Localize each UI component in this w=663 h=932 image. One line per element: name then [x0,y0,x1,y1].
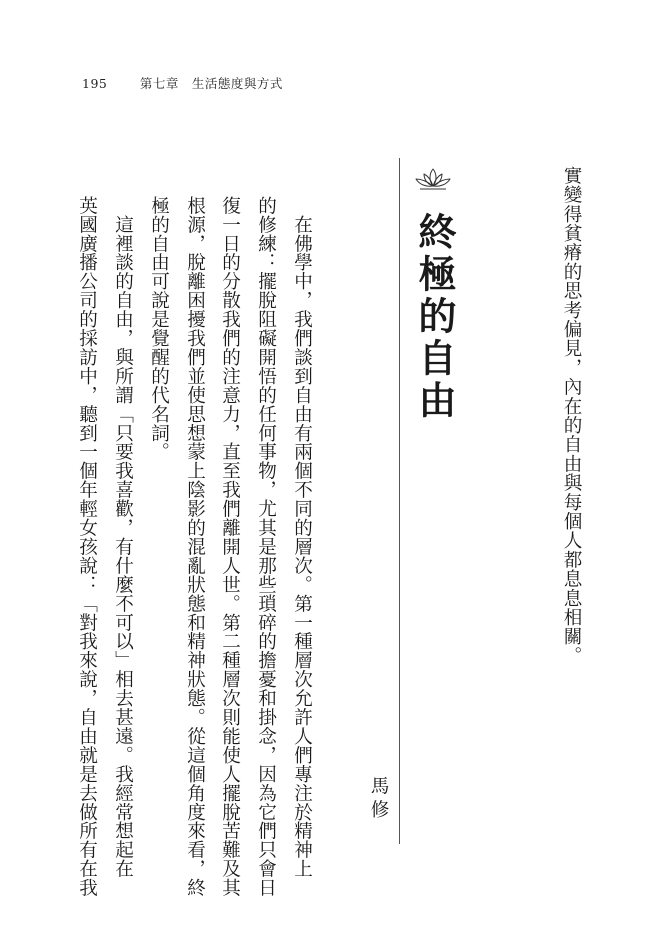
page-number: 195 [82,76,108,91]
body-line-5: 極的自由可說是覺醒的代名詞。 [148,196,170,462]
running-head [82,74,283,92]
lotus-icon [414,165,452,195]
body-line-7: 英國廣播公司的採訪中，聽到一個年輕女孩說：「對我來說，自由就是去做所有在我 [76,196,98,898]
body-line-4: 根源，脫離困擾我們並使思想蒙上陰影的混亂狀態和精神狀態。從這個角度來看，終 [184,196,206,898]
body-line-3: 復一日的分散我們的注意力，直至我們離開人世。第二種層次則能使人擺脫苦難及其 [219,196,241,898]
body-line-6: 這裡談的自由，與所謂「只要我喜歡，有什麼不可以」相去甚遠。我經常想起在 [112,196,134,879]
article-author: 馬修 [368,776,389,824]
chapter-title: 第七章 生活態度與方式 [139,76,283,91]
previous-text-column: 實變得貧瘠的思考偏見，內在的自由與每個人都息息相關。 [561,166,582,666]
section-divider [399,158,400,844]
body-line-2: 的修練：擺脫阻礙開悟的任何事物，尤其是那些瑣碎的擔憂和掛念，因為它們只會日 [255,196,277,898]
article-title: 終極的自由 [412,212,457,422]
body-line-1: 在佛學中，我們談到自由有兩個不同的層次。第一種層次允許人們專注於精神上 [291,196,313,879]
